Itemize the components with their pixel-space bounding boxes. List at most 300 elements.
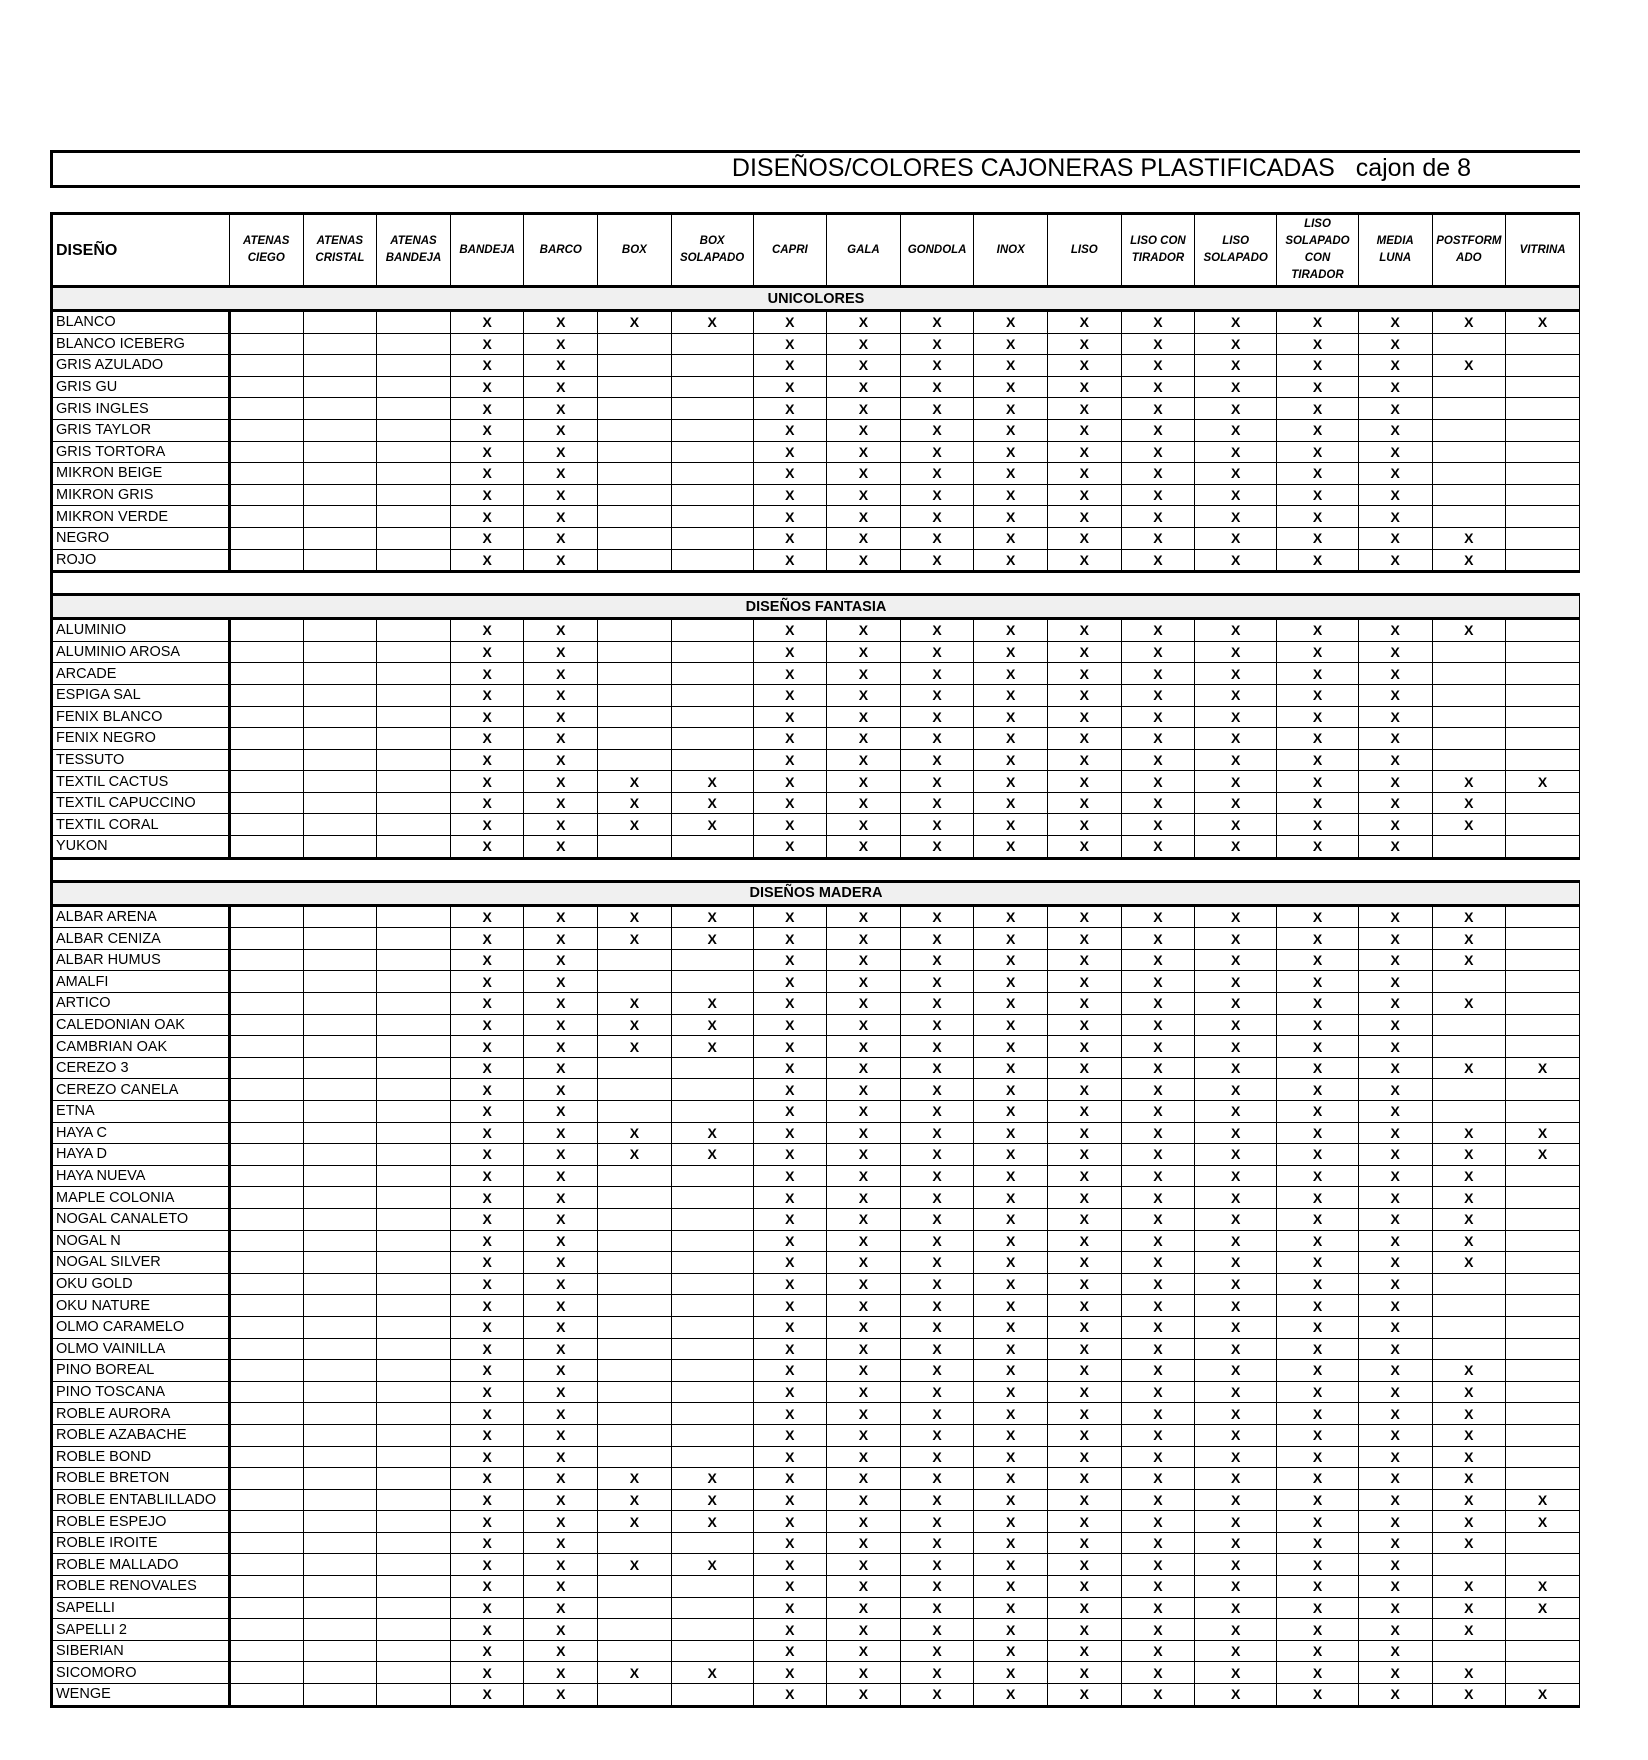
availability-cell: X — [1277, 619, 1359, 642]
availability-cell: X — [900, 1230, 974, 1252]
availability-cell: X — [1121, 506, 1195, 528]
availability-cell: X — [1195, 1101, 1277, 1123]
availability-cell: X — [753, 1511, 827, 1533]
availability-cell: X — [1048, 663, 1122, 685]
availability-cell: X — [1358, 1165, 1432, 1187]
availability-cell — [303, 398, 377, 420]
availability-cell: X — [450, 506, 524, 528]
availability-cell — [1506, 993, 1580, 1015]
availability-cell — [598, 1424, 672, 1446]
availability-cell: X — [524, 441, 598, 463]
availability-cell — [598, 1403, 672, 1425]
availability-cell — [303, 1468, 377, 1490]
availability-cell: X — [827, 1144, 901, 1166]
availability-cell: X — [1195, 1079, 1277, 1101]
design-name: GRIS TORTORA — [52, 441, 230, 463]
availability-cell — [1506, 355, 1580, 377]
availability-cell — [1506, 1101, 1580, 1123]
availability-cell: X — [1121, 928, 1195, 950]
availability-cell — [303, 1316, 377, 1338]
availability-cell — [598, 836, 672, 859]
availability-cell: X — [753, 814, 827, 836]
availability-cell: X — [450, 1187, 524, 1209]
availability-cell — [229, 527, 303, 549]
availability-cell — [303, 928, 377, 950]
availability-cell: X — [900, 311, 974, 334]
table-row — [52, 1338, 1580, 1360]
availability-cell: X — [1048, 1101, 1122, 1123]
availability-cell — [229, 728, 303, 750]
availability-cell — [229, 441, 303, 463]
availability-cell: X — [524, 376, 598, 398]
availability-cell: X — [1358, 398, 1432, 420]
availability-cell — [671, 1187, 753, 1209]
availability-cell — [1506, 441, 1580, 463]
availability-cell: X — [1277, 1381, 1359, 1403]
availability-cell: X — [1195, 419, 1277, 441]
availability-cell: X — [598, 1554, 672, 1576]
design-name: ROBLE ESPEJO — [52, 1511, 230, 1533]
availability-cell: X — [1121, 1511, 1195, 1533]
availability-cell: X — [827, 355, 901, 377]
design-name: ETNA — [52, 1101, 230, 1123]
availability-cell: X — [1358, 771, 1432, 793]
availability-cell: X — [900, 1273, 974, 1295]
availability-cell: X — [1121, 1576, 1195, 1598]
availability-cell — [598, 441, 672, 463]
availability-cell: X — [827, 1381, 901, 1403]
availability-cell — [598, 749, 672, 771]
availability-cell: X — [900, 1079, 974, 1101]
availability-cell: X — [1277, 1424, 1359, 1446]
availability-cell — [303, 1338, 377, 1360]
availability-cell — [229, 771, 303, 793]
availability-cell — [303, 641, 377, 663]
availability-cell: X — [1195, 792, 1277, 814]
availability-cell: X — [900, 1403, 974, 1425]
availability-cell — [1506, 1640, 1580, 1662]
availability-cell: X — [1121, 971, 1195, 993]
column-header-line: BOX — [699, 235, 725, 247]
availability-cell: X — [524, 1036, 598, 1058]
availability-cell: X — [974, 1057, 1048, 1079]
availability-cell: X — [900, 1338, 974, 1360]
availability-cell — [1506, 1230, 1580, 1252]
availability-cell: X — [1358, 376, 1432, 398]
column-header-line: SOLAPADO — [1285, 235, 1350, 247]
availability-cell: X — [671, 1122, 753, 1144]
availability-cell: X — [1277, 1338, 1359, 1360]
availability-cell: X — [1358, 1273, 1432, 1295]
availability-cell: X — [1195, 684, 1277, 706]
table-row — [52, 928, 1580, 950]
availability-cell: X — [671, 1489, 753, 1511]
availability-cell: X — [450, 771, 524, 793]
availability-cell: X — [524, 663, 598, 685]
availability-cell: X — [1432, 928, 1506, 950]
availability-cell: X — [1048, 527, 1122, 549]
availability-cell — [1506, 1424, 1580, 1446]
design-name: NOGAL N — [52, 1230, 230, 1252]
availability-cell — [229, 1208, 303, 1230]
availability-cell: X — [524, 1381, 598, 1403]
availability-cell — [1432, 1036, 1506, 1058]
availability-cell: X — [1277, 1101, 1359, 1123]
availability-cell: X — [671, 905, 753, 928]
availability-cell: X — [900, 814, 974, 836]
availability-cell: X — [753, 1316, 827, 1338]
availability-cell — [671, 527, 753, 549]
availability-cell: X — [1048, 1165, 1122, 1187]
availability-cell: X — [1048, 1619, 1122, 1641]
availability-cell — [1506, 376, 1580, 398]
availability-cell — [229, 1532, 303, 1554]
availability-cell: X — [1277, 836, 1359, 859]
availability-cell: X — [753, 1101, 827, 1123]
availability-cell — [1506, 971, 1580, 993]
availability-cell: X — [1121, 1597, 1195, 1619]
availability-cell — [1506, 1662, 1580, 1684]
availability-cell: X — [1277, 728, 1359, 750]
availability-cell: X — [974, 1316, 1048, 1338]
availability-cell: X — [450, 728, 524, 750]
design-name: NOGAL SILVER — [52, 1252, 230, 1274]
availability-cell: X — [827, 419, 901, 441]
availability-cell: X — [900, 1122, 974, 1144]
availability-cell: X — [974, 706, 1048, 728]
availability-cell: X — [1195, 836, 1277, 859]
design-name: GRIS GU — [52, 376, 230, 398]
design-name: MAPLE COLONIA — [52, 1187, 230, 1209]
availability-cell — [303, 1122, 377, 1144]
availability-cell: X — [1048, 1403, 1122, 1425]
availability-cell — [671, 1446, 753, 1468]
availability-cell — [1506, 1014, 1580, 1036]
availability-cell — [303, 749, 377, 771]
availability-cell: X — [1195, 1424, 1277, 1446]
availability-cell — [229, 749, 303, 771]
availability-cell: X — [827, 1576, 901, 1598]
availability-cell: X — [1358, 1079, 1432, 1101]
design-name: ALBAR CENIZA — [52, 928, 230, 950]
availability-cell — [229, 1381, 303, 1403]
availability-cell: X — [900, 1511, 974, 1533]
design-name: ROBLE MALLADO — [52, 1554, 230, 1576]
availability-cell: X — [671, 928, 753, 950]
availability-cell: X — [1048, 706, 1122, 728]
availability-cell: X — [1277, 993, 1359, 1015]
availability-cell — [303, 1619, 377, 1641]
availability-cell: X — [1195, 1532, 1277, 1554]
availability-cell: X — [1121, 1424, 1195, 1446]
availability-cell — [303, 549, 377, 572]
availability-cell: X — [1506, 771, 1580, 793]
section-title: UNICOLORES — [52, 287, 1580, 311]
availability-cell — [598, 355, 672, 377]
table-row — [52, 1122, 1580, 1144]
availability-cell — [303, 1273, 377, 1295]
availability-cell: X — [1277, 1208, 1359, 1230]
availability-cell — [229, 484, 303, 506]
availability-cell: X — [1048, 398, 1122, 420]
availability-cell: X — [598, 905, 672, 928]
table-row — [52, 527, 1580, 549]
availability-cell — [1432, 836, 1506, 859]
availability-cell: X — [974, 419, 1048, 441]
availability-cell: X — [1121, 311, 1195, 334]
availability-cell: X — [1358, 641, 1432, 663]
section-title: DISEÑOS MADERA — [52, 881, 1580, 905]
availability-cell: X — [900, 684, 974, 706]
availability-cell: X — [753, 1079, 827, 1101]
availability-cell: X — [1358, 549, 1432, 572]
availability-cell: X — [974, 1684, 1048, 1707]
availability-cell: X — [1358, 684, 1432, 706]
availability-cell — [303, 441, 377, 463]
availability-cell: X — [1432, 1576, 1506, 1598]
availability-cell: X — [974, 993, 1048, 1015]
availability-cell: X — [974, 684, 1048, 706]
availability-cell: X — [1358, 619, 1432, 642]
availability-cell — [1506, 728, 1580, 750]
table-row — [52, 1230, 1580, 1252]
availability-cell — [671, 1360, 753, 1382]
availability-cell: X — [1432, 1187, 1506, 1209]
column-header-line: BANDEJA — [385, 252, 442, 264]
availability-cell: X — [1277, 1619, 1359, 1641]
availability-cell: X — [1277, 1360, 1359, 1382]
availability-cell: X — [1432, 311, 1506, 334]
availability-cell: X — [1121, 1338, 1195, 1360]
availability-cell: X — [524, 463, 598, 485]
availability-cell — [1432, 1640, 1506, 1662]
availability-cell — [303, 527, 377, 549]
availability-cell: X — [1195, 1446, 1277, 1468]
column-header — [1506, 214, 1580, 287]
availability-cell — [229, 641, 303, 663]
availability-cell: X — [450, 1208, 524, 1230]
availability-cell: X — [1048, 1684, 1122, 1707]
availability-cell — [303, 1144, 377, 1166]
availability-cell: X — [450, 484, 524, 506]
availability-cell: X — [1121, 1295, 1195, 1317]
availability-cell: X — [1121, 1360, 1195, 1382]
availability-cell — [229, 1446, 303, 1468]
availability-cell — [1506, 1252, 1580, 1274]
availability-cell: X — [753, 1468, 827, 1490]
availability-cell — [377, 792, 451, 814]
availability-cell: X — [753, 1684, 827, 1707]
availability-cell: X — [827, 1252, 901, 1274]
availability-cell — [229, 1252, 303, 1274]
availability-cell: X — [1048, 1489, 1122, 1511]
availability-cell — [598, 706, 672, 728]
design-name: FENIX BLANCO — [52, 706, 230, 728]
availability-cell: X — [1195, 1252, 1277, 1274]
availability-cell: X — [1432, 619, 1506, 642]
availability-cell — [377, 641, 451, 663]
availability-cell: X — [753, 441, 827, 463]
availability-cell: X — [598, 1468, 672, 1490]
availability-cell: X — [1358, 949, 1432, 971]
availability-cell — [598, 1532, 672, 1554]
availability-cell — [1432, 728, 1506, 750]
availability-cell: X — [900, 376, 974, 398]
availability-cell: X — [1048, 1230, 1122, 1252]
availability-cell: X — [1048, 1079, 1122, 1101]
availability-cell: X — [450, 1144, 524, 1166]
availability-cell — [303, 1014, 377, 1036]
availability-cell — [1506, 814, 1580, 836]
availability-cell — [1506, 506, 1580, 528]
availability-cell: X — [1121, 1122, 1195, 1144]
design-name: NEGRO — [52, 527, 230, 549]
availability-cell: X — [1195, 814, 1277, 836]
availability-cell — [303, 1230, 377, 1252]
availability-cell: X — [974, 1511, 1048, 1533]
availability-cell: X — [974, 836, 1048, 859]
availability-cell: X — [1358, 836, 1432, 859]
availability-cell: X — [974, 1424, 1048, 1446]
availability-cell: X — [1358, 1187, 1432, 1209]
design-name: ROJO — [52, 549, 230, 572]
column-header-line: ADO — [1456, 252, 1482, 264]
availability-cell — [229, 1316, 303, 1338]
availability-cell — [1432, 1101, 1506, 1123]
availability-cell: X — [827, 1511, 901, 1533]
availability-cell: X — [1121, 1165, 1195, 1187]
availability-cell: X — [598, 1036, 672, 1058]
availability-cell — [303, 1489, 377, 1511]
column-header — [377, 214, 451, 287]
availability-cell: X — [1195, 1295, 1277, 1317]
availability-cell: X — [1195, 549, 1277, 572]
availability-cell — [1432, 663, 1506, 685]
availability-cell — [229, 1576, 303, 1598]
availability-cell: X — [753, 1230, 827, 1252]
availability-cell: X — [1048, 1360, 1122, 1382]
availability-cell — [1506, 1403, 1580, 1425]
column-header — [229, 214, 303, 287]
availability-cell: X — [900, 1532, 974, 1554]
availability-cell: X — [1358, 1360, 1432, 1382]
availability-cell: X — [900, 333, 974, 355]
availability-cell: X — [1358, 1252, 1432, 1274]
availability-cell: X — [827, 1079, 901, 1101]
availability-cell: X — [1121, 1381, 1195, 1403]
availability-table — [50, 212, 1580, 1708]
availability-cell — [377, 836, 451, 859]
availability-cell — [1506, 1554, 1580, 1576]
availability-cell: X — [1121, 749, 1195, 771]
availability-cell — [229, 1187, 303, 1209]
availability-cell: X — [900, 1576, 974, 1598]
availability-cell — [229, 1684, 303, 1707]
availability-cell: X — [1121, 1230, 1195, 1252]
availability-cell — [229, 1360, 303, 1382]
availability-cell: X — [1277, 814, 1359, 836]
availability-cell: X — [1277, 1144, 1359, 1166]
availability-cell: X — [753, 398, 827, 420]
availability-cell — [303, 1424, 377, 1446]
design-name: YUKON — [52, 836, 230, 859]
availability-cell: X — [1048, 1144, 1122, 1166]
availability-cell: X — [1277, 905, 1359, 928]
availability-cell — [303, 1446, 377, 1468]
table-row — [52, 771, 1580, 793]
availability-cell: X — [900, 1619, 974, 1641]
availability-cell: X — [827, 441, 901, 463]
availability-cell — [377, 311, 451, 334]
availability-cell — [671, 463, 753, 485]
availability-cell: X — [900, 355, 974, 377]
availability-cell: X — [450, 749, 524, 771]
availability-cell: X — [450, 663, 524, 685]
availability-cell — [377, 1338, 451, 1360]
availability-cell — [1506, 1619, 1580, 1641]
availability-cell: X — [1195, 971, 1277, 993]
availability-cell: X — [827, 1316, 901, 1338]
design-name: ROBLE AZABACHE — [52, 1424, 230, 1446]
availability-cell: X — [1358, 1446, 1432, 1468]
table-row — [52, 1079, 1580, 1101]
availability-cell — [671, 663, 753, 685]
design-name: FENIX NEGRO — [52, 728, 230, 750]
availability-cell — [377, 1619, 451, 1641]
availability-cell — [229, 311, 303, 334]
availability-cell: X — [524, 1619, 598, 1641]
column-header-line: SOLAPADO — [679, 252, 745, 264]
availability-cell: X — [1195, 1208, 1277, 1230]
availability-cell — [377, 728, 451, 750]
availability-cell: X — [974, 814, 1048, 836]
availability-cell: X — [524, 1554, 598, 1576]
availability-cell: X — [1277, 1403, 1359, 1425]
availability-cell: X — [1277, 1187, 1359, 1209]
availability-cell — [229, 1554, 303, 1576]
availability-cell: X — [450, 1381, 524, 1403]
availability-cell — [1506, 1468, 1580, 1490]
design-name: GRIS INGLES — [52, 398, 230, 420]
availability-cell: X — [1277, 1122, 1359, 1144]
availability-cell: X — [900, 749, 974, 771]
availability-cell: X — [900, 484, 974, 506]
availability-cell — [377, 1057, 451, 1079]
availability-cell: X — [1358, 928, 1432, 950]
availability-cell: X — [1277, 1165, 1359, 1187]
availability-cell: X — [598, 771, 672, 793]
availability-cell: X — [450, 1316, 524, 1338]
availability-cell: X — [450, 1403, 524, 1425]
availability-cell: X — [1121, 419, 1195, 441]
availability-cell — [377, 1511, 451, 1533]
availability-cell: X — [1277, 1554, 1359, 1576]
availability-cell — [598, 1360, 672, 1382]
availability-cell: X — [1432, 1252, 1506, 1274]
availability-cell — [303, 1662, 377, 1684]
availability-cell — [671, 1381, 753, 1403]
availability-cell: X — [1358, 1144, 1432, 1166]
availability-cell: X — [1121, 949, 1195, 971]
availability-cell — [598, 549, 672, 572]
availability-cell: X — [1358, 419, 1432, 441]
availability-cell: X — [1121, 1101, 1195, 1123]
availability-cell: X — [450, 1468, 524, 1490]
availability-cell: X — [753, 1122, 827, 1144]
availability-cell — [377, 749, 451, 771]
availability-cell: X — [827, 1360, 901, 1382]
availability-cell: X — [753, 376, 827, 398]
